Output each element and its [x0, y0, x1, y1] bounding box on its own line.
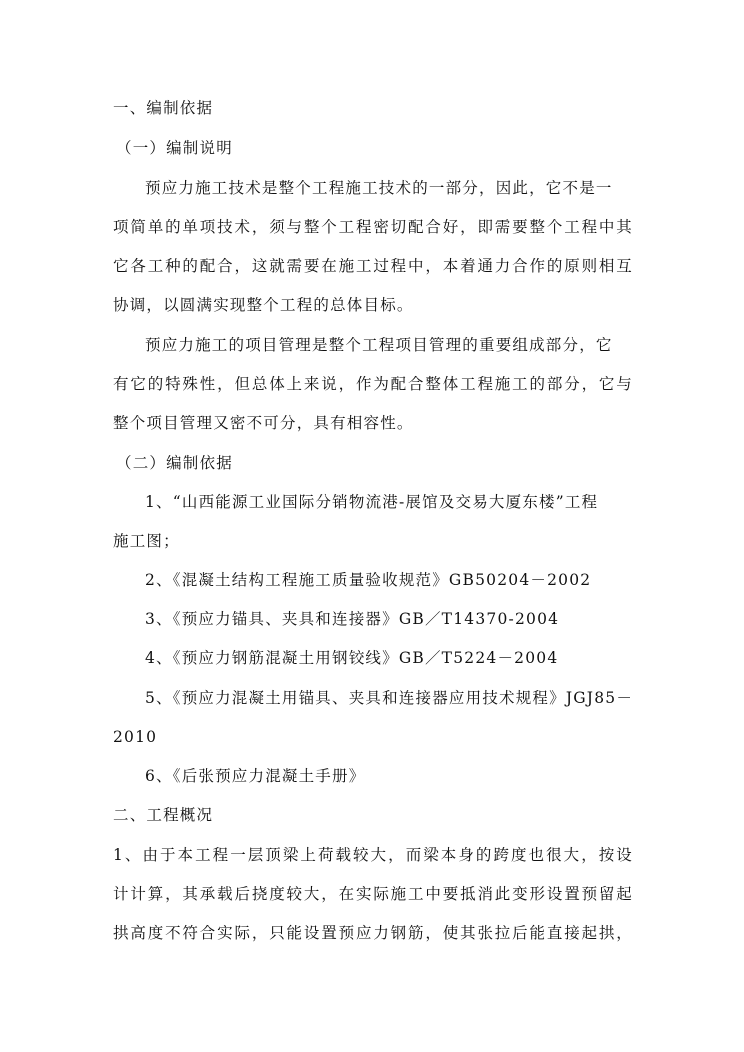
reference-item-6: 6、《后张预应力混凝土手册》	[145, 767, 366, 785]
paragraph-line: 协调，以圆满实现整个工程的总体目标。	[113, 296, 414, 314]
reference-item-3: 3、《预应力锚具、夹具和连接器》GB／T14370-2004	[145, 610, 560, 628]
section-heading-1: 一、编制依据	[113, 99, 214, 117]
subsection-heading-1: （一）编制说明	[116, 139, 233, 157]
paragraph-line: 计计算，其承载后挠度较大，在实际施工中要抵消此变形设置预留起	[113, 885, 633, 903]
paragraph-line: 预应力施工技术是整个工程施工技术的一部分，因此，它不是一	[145, 179, 613, 197]
section-heading-2: 二、工程概况	[113, 806, 214, 824]
reference-item-5-cont: 2010	[113, 728, 158, 746]
paragraph-line: 有它的特殊性，但总体上来说，作为配合整体工程施工的部分，它与	[113, 375, 633, 393]
paragraph-line: 项简单的单项技术，须与整个工程密切配合好，即需要整个工程中其	[113, 218, 633, 236]
reference-item-4: 4、《预应力钢筋混凝土用钢铰线》GB／T5224－2004	[145, 649, 559, 667]
subsection-heading-2: （二）编制依据	[116, 454, 233, 472]
reference-item-2: 2、《混凝土结构工程施工质量验收规范》GB50204－2002	[145, 571, 592, 589]
paragraph-line: 拱高度不符合实际，只能设置预应力钢筋，使其张拉后能直接起拱，	[113, 924, 633, 942]
reference-item-1-cont: 施工图；	[113, 532, 180, 550]
reference-item-1: 1、“山西能源工业国际分销物流港-展馆及交易大厦东楼”工程	[145, 493, 599, 511]
paragraph-line: 预应力施工的项目管理是整个工程项目管理的重要组成部分，它	[145, 336, 613, 354]
paragraph-line: 它各工种的配合，这就需要在施工过程中，本着通力合作的原则相互	[113, 257, 633, 275]
paragraph-line: 整个项目管理又密不可分，具有相容性。	[113, 414, 414, 432]
reference-item-5: 5、《预应力混凝土用锚具、夹具和连接器应用技术规程》JGJ85－	[145, 689, 634, 707]
paragraph-line: 1、由于本工程一层顶梁上荷载较大，而梁本身的跨度也很大，按设	[113, 846, 633, 864]
